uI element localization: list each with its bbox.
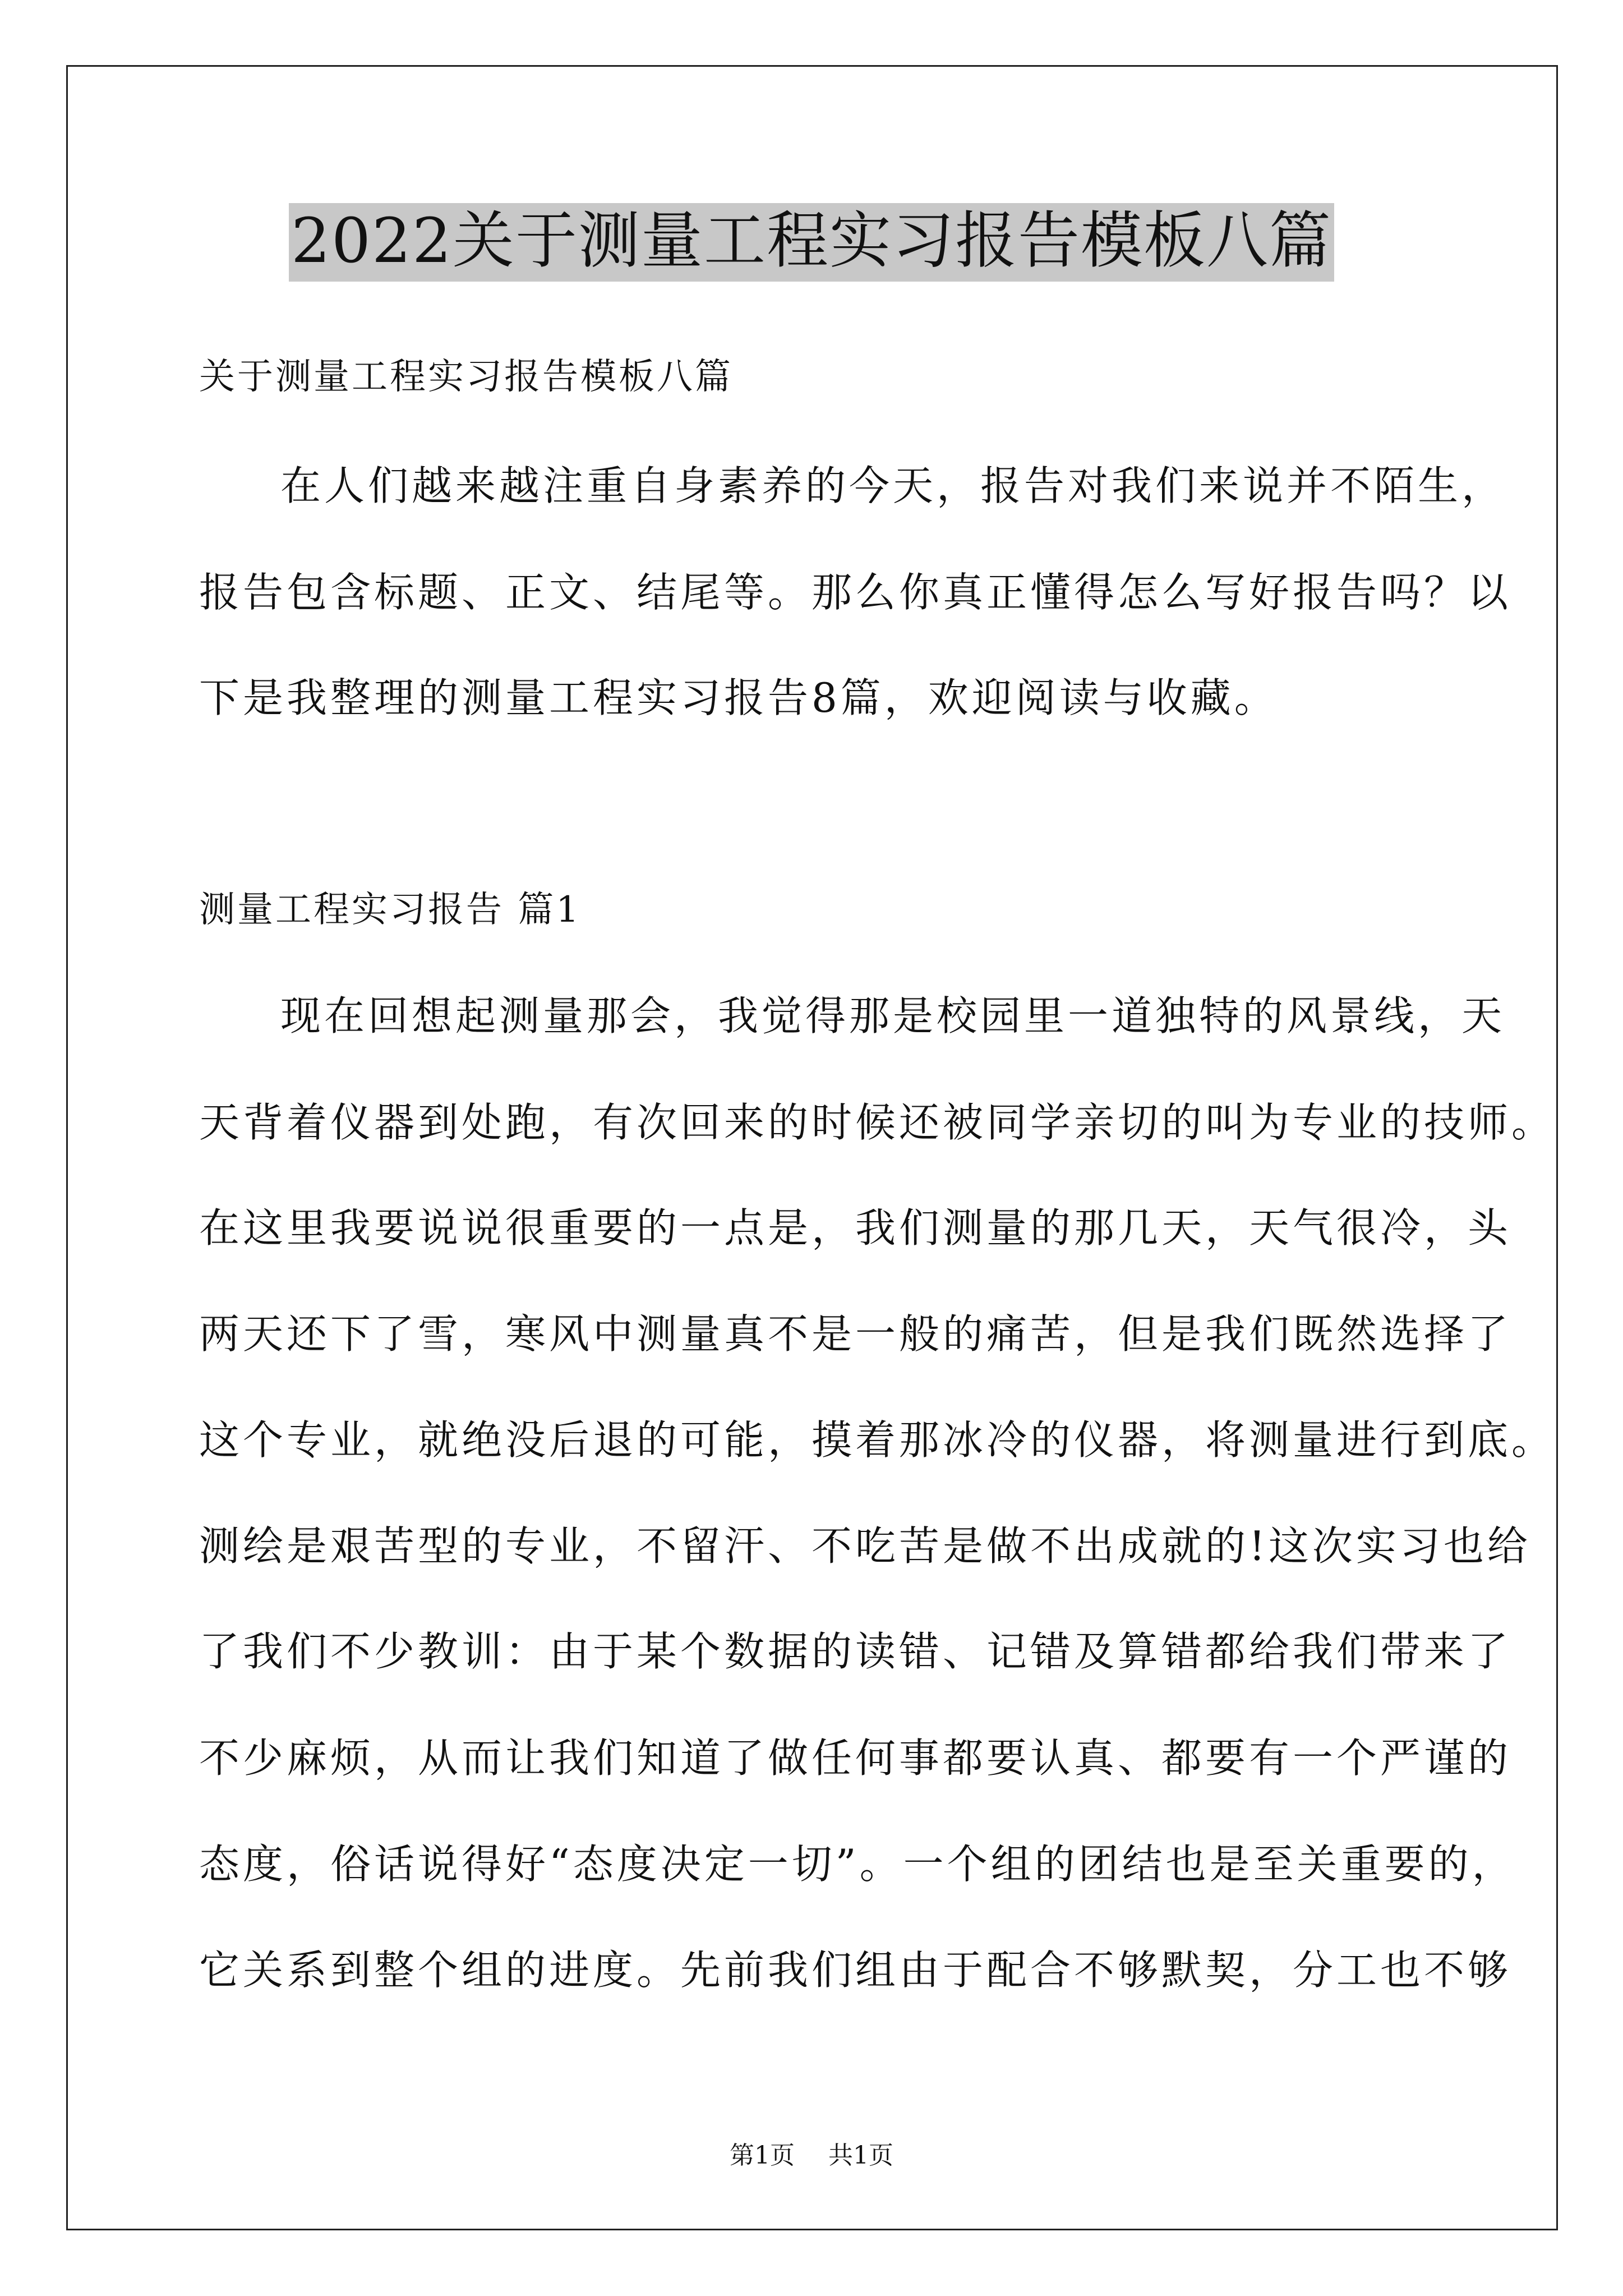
intro-line: 下是我整理的测量工程实习报告8篇，欢迎阅读与收藏。 xyxy=(199,674,1278,721)
document-title-text: 2022关于测量工程实习报告模板八篇 xyxy=(289,203,1334,282)
page-number: 第1页 xyxy=(730,2141,795,2170)
document-subtitle: 关于测量工程实习报告模板八篇 xyxy=(199,356,733,398)
body-line: 两天还下了雪，寒风中测量真不是一般的痛苦，但是我们既然选择了 xyxy=(199,1310,1512,1358)
document-title xyxy=(0,203,1623,282)
body-line: 它关系到整个组的进度。先前我们组由于配合不够默契，分工也不够 xyxy=(199,1947,1512,1994)
body-line: 态度，俗话说得好“态度决定一切”。一个组的团结也是至关重要的， xyxy=(199,1841,1516,1888)
body-line: 不少麻烦，从而让我们知道了做任何事都要认真、都要有一个严谨的 xyxy=(199,1734,1512,1782)
section-heading: 测量工程实习报告 篇1 xyxy=(199,889,582,931)
intro-line: 报告包含标题、正文、结尾等。那么你真正懂得怎么写好报告吗？以 xyxy=(199,569,1512,616)
page-total: 共1页 xyxy=(828,2141,893,2170)
body-line: 这个专业，就绝没后退的可能，摸着那冰冷的仪器，将测量进行到底。 xyxy=(199,1416,1556,1464)
body-line: 了我们不少教训：由于某个数据的读错、记错及算错都给我们带来了 xyxy=(199,1628,1512,1675)
body-line: 测绘是艰苦型的专业，不留汗、不吃苦是做不出成就的!这次实习也给 xyxy=(199,1522,1531,1570)
page-footer xyxy=(0,2135,1623,2171)
body-line: 天背着仪器到处跑，有次回来的时候还被同学亲切的叫为专业的技师。 xyxy=(199,1099,1556,1146)
intro-line: 在人们越来越注重自身素养的今天，报告对我们来说并不陌生， xyxy=(280,462,1506,509)
body-line: 在这里我要说说很重要的一点是，我们测量的那几天，天气很冷，头 xyxy=(199,1204,1512,1251)
body-line: 现在回想起测量那会，我觉得那是校园里一道独特的风景线，天 xyxy=(280,992,1506,1039)
